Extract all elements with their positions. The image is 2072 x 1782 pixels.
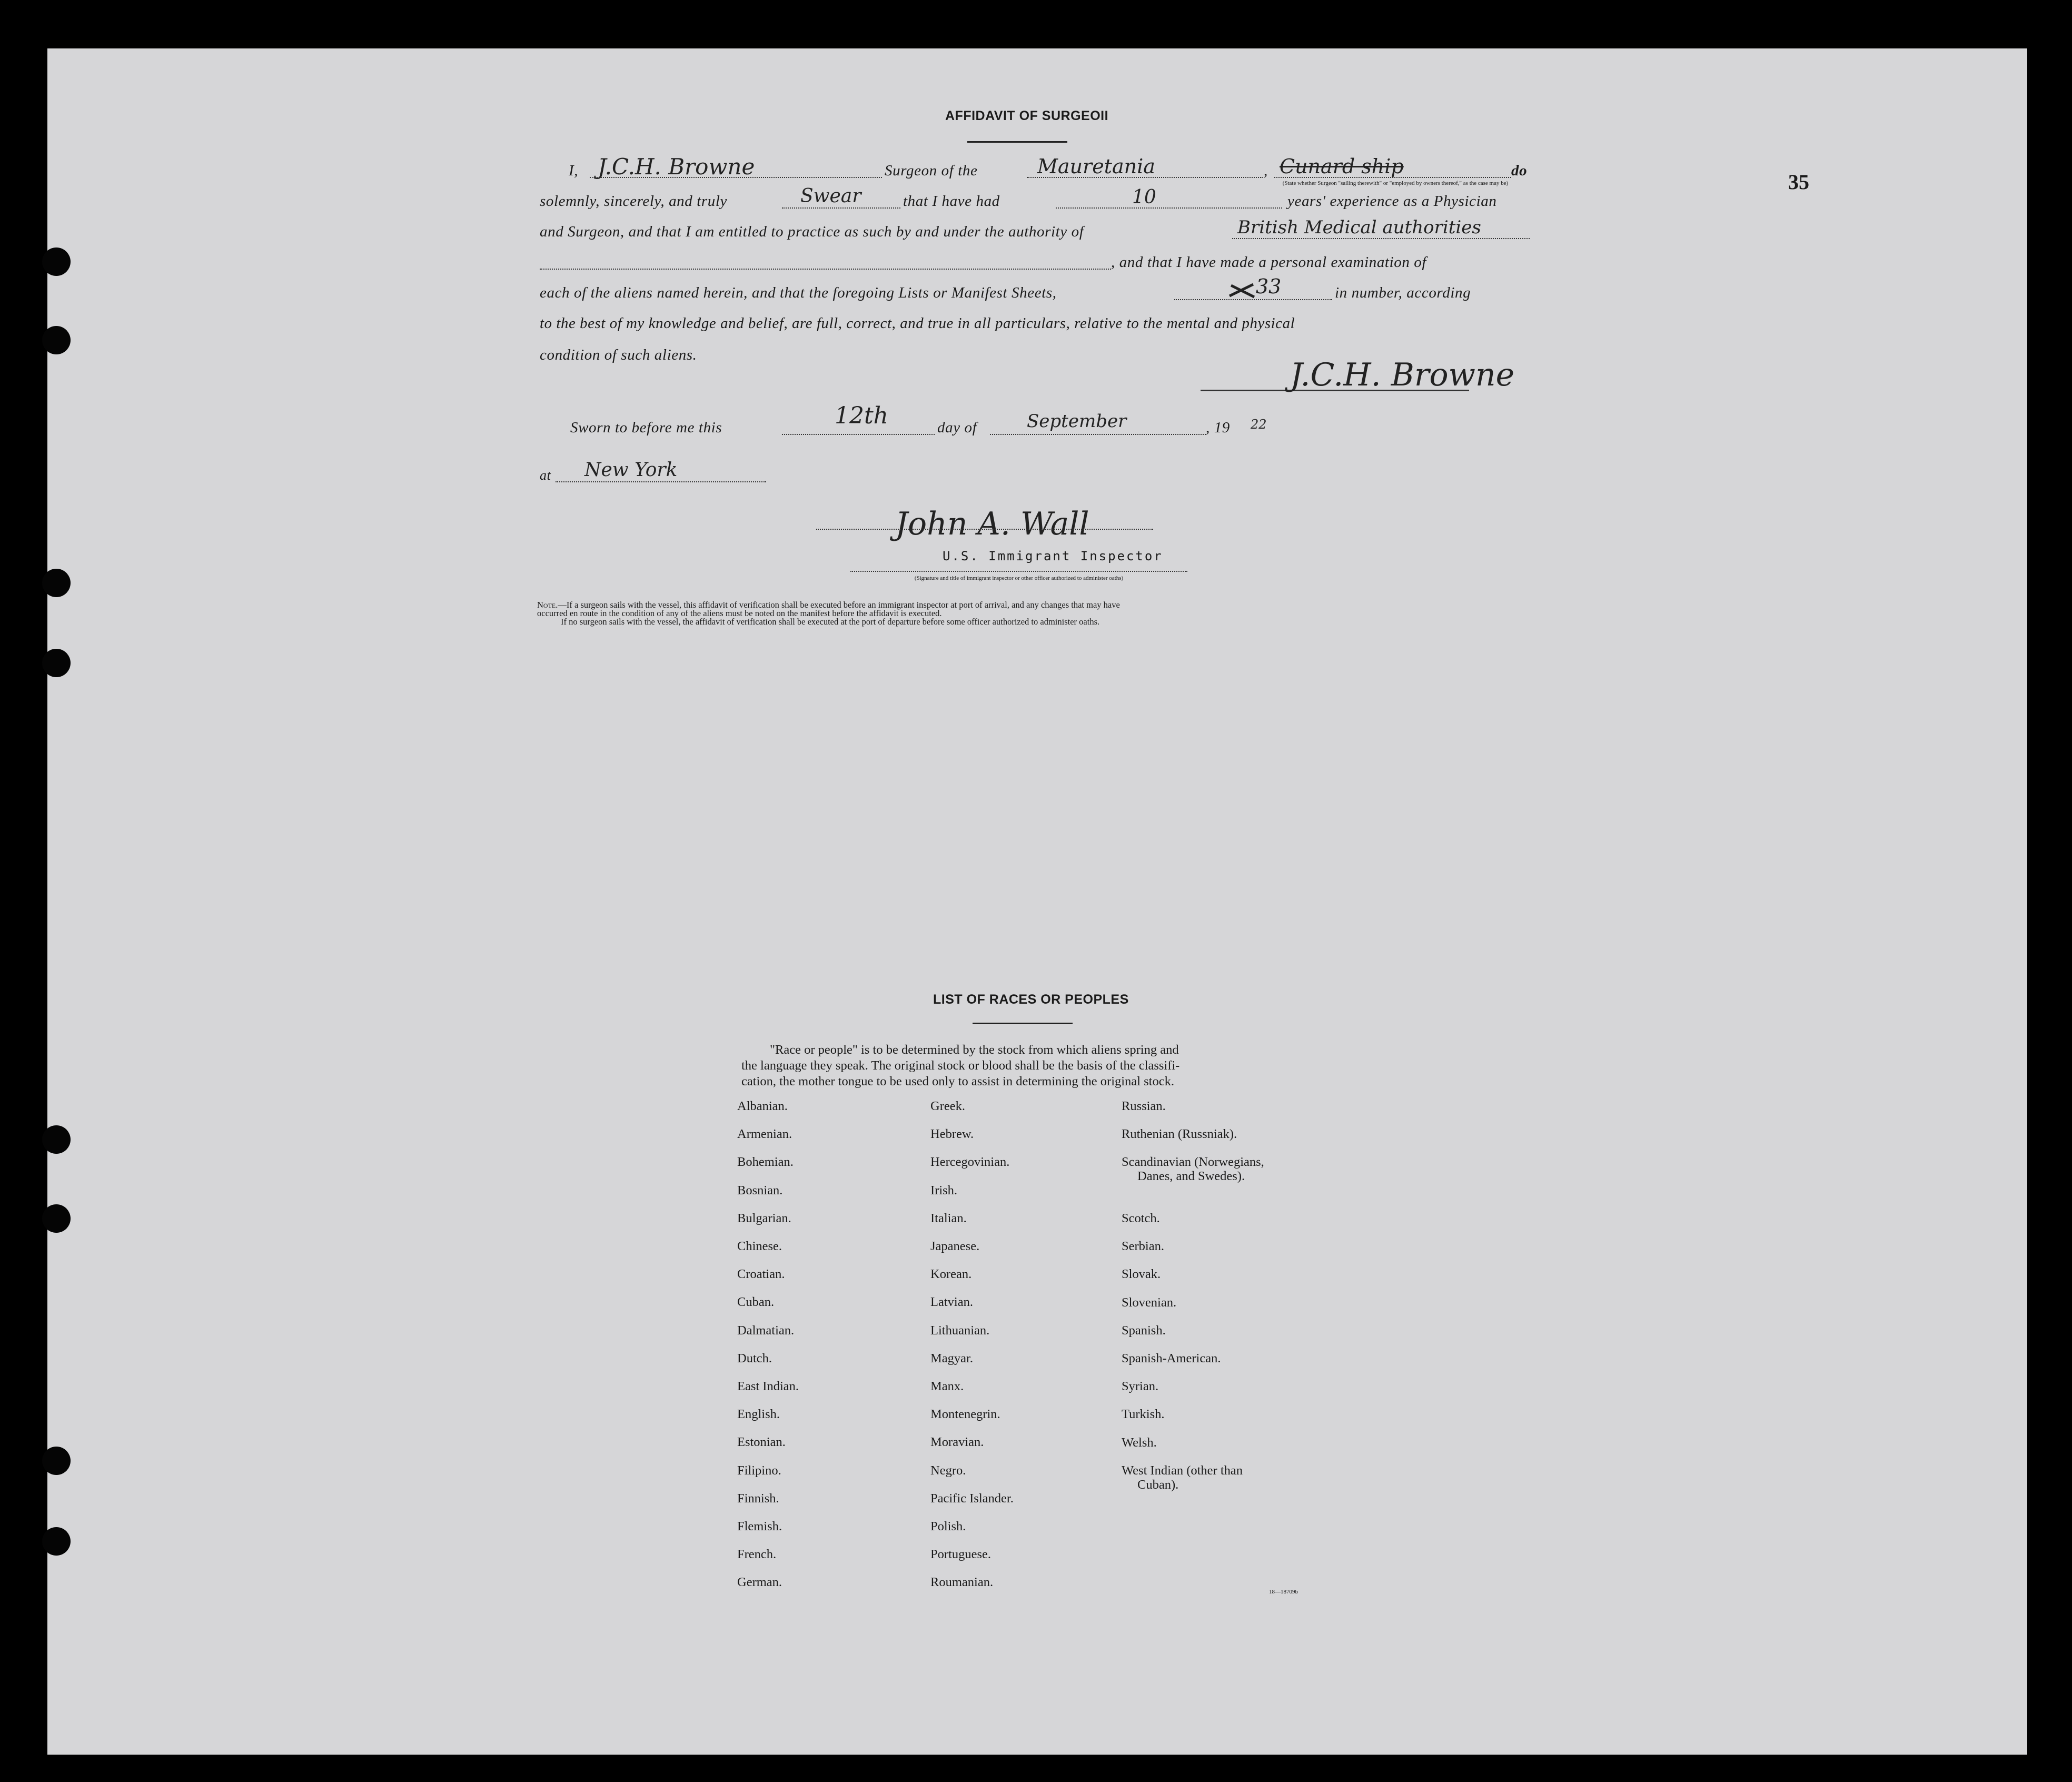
affidavit-in-number: in number, according (1335, 284, 1471, 301)
race-item: English. (737, 1407, 780, 1422)
race-item: Roumanian. (930, 1575, 994, 1590)
race-item: Flemish. (737, 1519, 782, 1533)
race-item: Irish. (930, 1183, 958, 1197)
race-item: Korean. (930, 1267, 972, 1282)
affidavit-line6: to the best of my knowledge and belief, are full, correct, and true in all particulars, relative to the mental and physical (540, 315, 1295, 332)
race-item: Cuban). (1137, 1478, 1179, 1492)
race-item: Scandinavian (Norwegians, (1122, 1155, 1264, 1169)
race-item: Moravian. (930, 1435, 984, 1450)
race-item: Scotch. (1122, 1211, 1160, 1225)
signature-caption: (Signature and title of immigrant inspector or other officer authorized to administer oaths) (914, 575, 1124, 581)
race-item: Greek. (930, 1099, 965, 1113)
punch-hole (42, 1447, 71, 1475)
punch-hole (42, 247, 71, 276)
affidavit-do: do (1511, 162, 1528, 179)
race-item: Cuban. (737, 1295, 775, 1310)
race-item: Latvian. (930, 1295, 973, 1310)
race-item: Pacific Islander. (930, 1491, 1014, 1506)
race-item: Japanese. (930, 1239, 980, 1253)
affidavit-line3: and Surgeon, and that I am entitled to practice as such by and under the authority of (540, 223, 1084, 240)
comma: , (1264, 162, 1268, 179)
handwritten-employment: Cunard ship (1280, 155, 1404, 178)
race-item: Manx. (930, 1379, 964, 1393)
handwritten-inspector-signature: John A. Wall (895, 506, 1089, 542)
handwritten-month: September (1027, 411, 1127, 432)
form-code: 18—18709b (1269, 1589, 1298, 1595)
race-item: Negro. (930, 1463, 966, 1478)
race-item: Spanish. (1122, 1323, 1166, 1338)
race-item: East Indian. (737, 1379, 799, 1393)
race-item: French. (737, 1547, 777, 1562)
race-item: Slovak. (1122, 1267, 1161, 1282)
race-item: Lithuanian. (930, 1323, 990, 1338)
races-title-underline (973, 1023, 1073, 1024)
punch-hole (42, 1125, 71, 1154)
race-item: Ruthenian (Russniak). (1122, 1127, 1237, 1141)
race-item: Russian. (1122, 1099, 1166, 1113)
race-item: Croatian. (737, 1267, 785, 1282)
document-page (47, 48, 2027, 1755)
note-text-1: —If a surgeon sails with the vessel, this affidavit of verification shall be executed before an immigrant inspector at port of arrival, and any changes that may have (558, 600, 1120, 610)
affidavit-solemnly: solemnly, sincerely, and truly (540, 193, 728, 210)
affidavit-line5: each of the aliens named herein, and that the foregoing Lists or Manifest Sheets, (540, 284, 1057, 301)
race-item: Serbian. (1122, 1239, 1164, 1254)
race-item: Estonian. (737, 1435, 786, 1450)
blank-place (556, 481, 766, 482)
punch-hole (42, 1204, 71, 1233)
punch-hole (42, 569, 71, 597)
race-item: Italian. (930, 1211, 967, 1225)
punch-hole (42, 1527, 71, 1556)
handwritten-authority: British Medical authorities (1237, 217, 1481, 238)
sworn-day-of: day of (937, 419, 977, 436)
handwritten-day: 12th (835, 402, 889, 429)
handwritten-year-suffix: 22 (1251, 417, 1267, 432)
race-item: Polish. (930, 1519, 966, 1533)
race-item: Hebrew. (930, 1127, 974, 1142)
race-item: Welsh. (1122, 1435, 1157, 1450)
handwritten-signature: J.C.H. Browne (1290, 357, 1515, 393)
affidavit-line4: , and that I have made a personal examination of (1111, 254, 1427, 271)
races-intro-1: "Race or people" is to be determined by the stock from which aliens spring and (770, 1043, 1179, 1057)
blank-authority-cont (540, 269, 1111, 270)
state-note: (State whether Surgeon "sailing therewith" or "employed by owners thereof," as the case may be) (1282, 180, 1509, 186)
blank-month (990, 434, 1206, 435)
race-item: Dutch. (737, 1351, 772, 1365)
blank-authority (1232, 238, 1530, 239)
race-item: Magyar. (930, 1351, 973, 1365)
affidavit-that-had: that I have had (903, 193, 1000, 210)
blank-years (1056, 207, 1282, 209)
race-item: Turkish. (1122, 1407, 1165, 1422)
handwritten-surgeon-name: J.C.H. Browne (598, 154, 755, 180)
inspector-title-line (850, 571, 1187, 572)
affidavit-line1-i: I, (569, 162, 579, 179)
affidavit-surgeon-of: Surgeon of the (885, 162, 978, 179)
punch-hole (42, 326, 71, 354)
note-line2: occurred en route in the condition of any of the aliens must be noted on the manifest before the affidavit is executed. (537, 608, 942, 618)
race-item: Slovenian. (1122, 1295, 1177, 1310)
race-item: Dalmatian. (737, 1323, 795, 1338)
race-item: Chinese. (737, 1239, 782, 1253)
handwritten-ship: Mauretania (1037, 155, 1155, 178)
race-item: Albanian. (737, 1099, 788, 1113)
title-underline (967, 141, 1067, 143)
race-item: Finnish. (737, 1491, 779, 1506)
affidavit-title: AFFIDAVIT OF SURGEOΙΙ (945, 108, 1109, 123)
race-item: Bosnian. (737, 1183, 783, 1197)
race-item: Hercegovinian. (930, 1155, 1010, 1170)
blank-day (782, 434, 935, 435)
races-intro-2: the language they speak. The original stock or blood shall be the basis of the classifi- (741, 1058, 1180, 1073)
races-title: LIST OF RACES OR PEOPLES (933, 992, 1129, 1007)
affidavit-years-experience: years' experience as a Physician (1287, 193, 1497, 210)
race-item: Bohemian. (737, 1155, 794, 1170)
race-item: Armenian. (737, 1127, 792, 1142)
race-item: Bulgarian. (737, 1211, 791, 1225)
punch-hole (42, 649, 71, 677)
handwritten-place: New York (584, 459, 678, 481)
note-label: Note. (537, 600, 558, 610)
inspector-signature-line (816, 529, 1153, 530)
race-item: Filipino. (737, 1463, 781, 1478)
affidavit-line7: condition of such aliens. (540, 346, 697, 363)
sworn-year: , 19 (1206, 419, 1230, 436)
strikeout-mark (1227, 280, 1258, 301)
handwritten-sheets: 33 (1256, 275, 1282, 298)
sworn-label: Sworn to before me this (570, 419, 722, 436)
note-line3: If no surgeon sails with the vessel, the affidavit of verification shall be executed at the port of departure before some officer authorized to administer oaths. (561, 617, 1100, 627)
handwritten-sworn: Swear (800, 185, 861, 207)
races-intro-3: cation, the mother tongue to be used only to assist in determining the original stock. (741, 1074, 1174, 1088)
page-number: 35 (1788, 170, 1809, 194)
race-item: Syrian. (1122, 1379, 1159, 1394)
handwritten-years: 10 (1132, 186, 1156, 208)
race-item: Danes, and Swedes). (1137, 1169, 1245, 1183)
race-item: Montenegrin. (930, 1407, 1000, 1422)
inspector-title: U.S. Immigrant Inspector (943, 549, 1163, 563)
at-label: at (540, 468, 551, 483)
race-item: German. (737, 1575, 782, 1590)
blank-sworn (782, 207, 900, 209)
race-item: Portuguese. (930, 1547, 991, 1562)
race-item: West Indian (other than (1122, 1463, 1243, 1478)
race-item: Spanish-American. (1122, 1351, 1221, 1365)
